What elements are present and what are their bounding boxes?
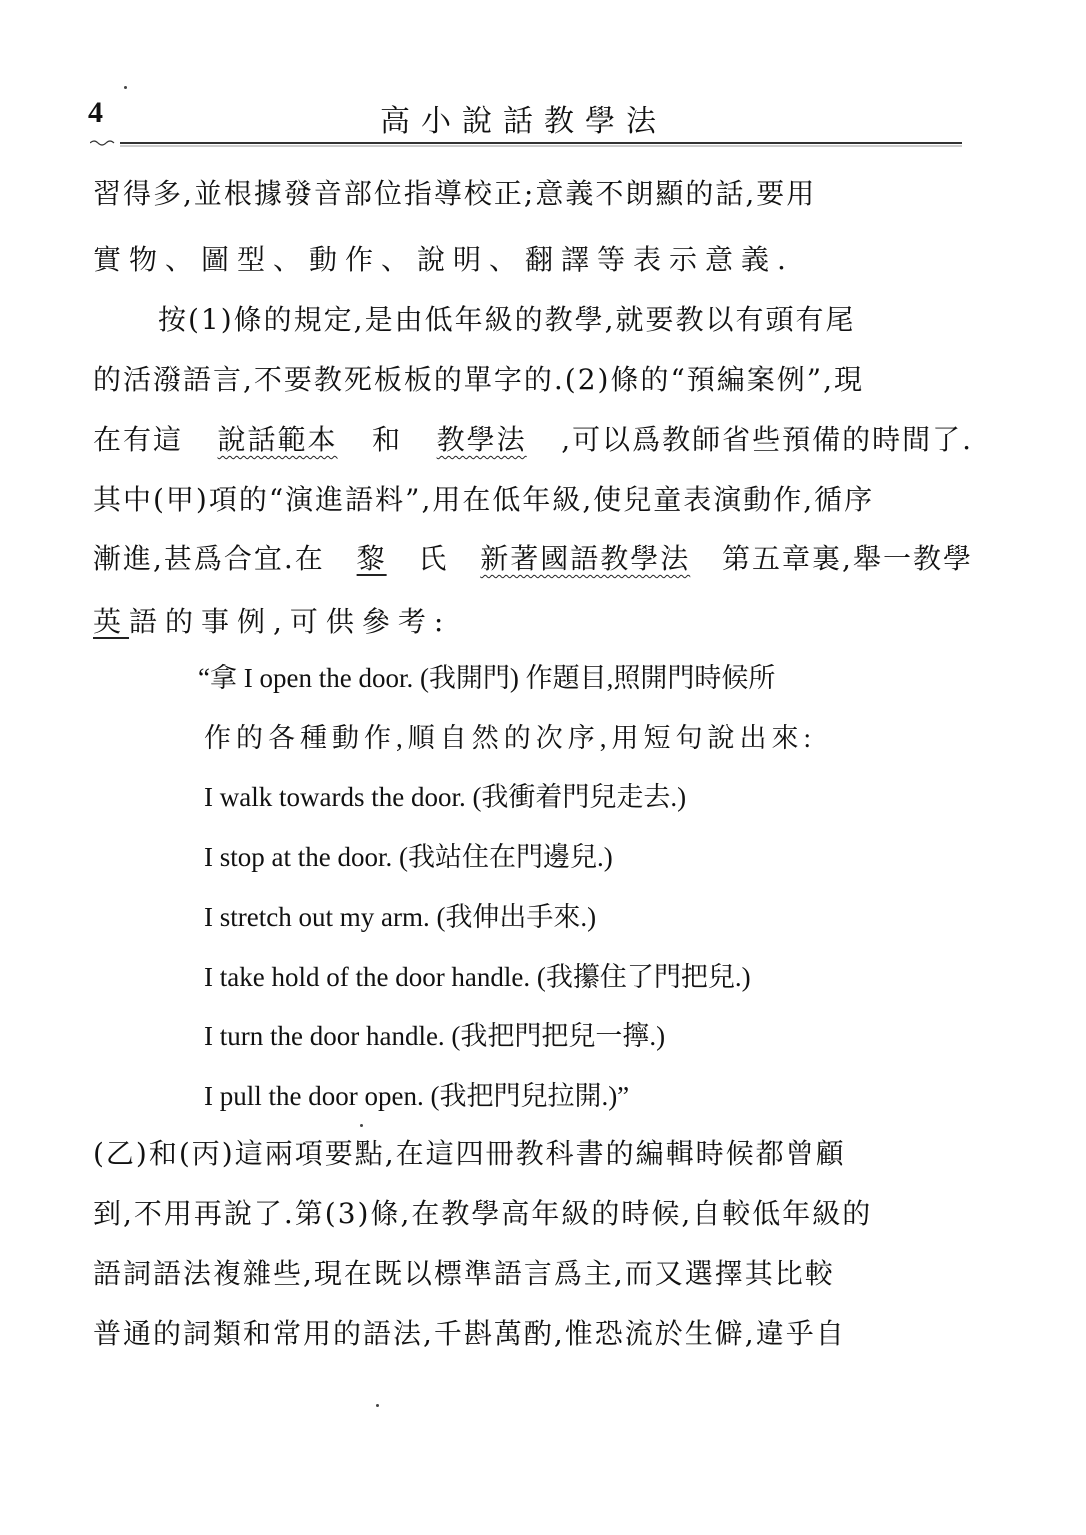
text-line: 語詞語法複雜些,現在既以標準語言爲主,而又選擇其比較 [93,1257,835,1290]
text-line: 普通的詞類和常用的語法,千斟萬酌,惟恐流於生僻,違乎自 [93,1317,846,1350]
proper-name-mark: 英 [93,605,130,638]
text-line [93,422,973,458]
text-line: (乙)和(丙)這兩項要點,在這四冊教科書的編輯時候都曾顧 [93,1137,846,1170]
text-line: 到,不用再說了.第(3)條,在教學高年級的時候,自較低年級的 [93,1197,873,1230]
print-speck [376,1404,379,1407]
page-number: 4 [88,96,103,129]
text-line [93,604,973,640]
text-segment: 語的事例,可供參考: [129,605,452,638]
book-title-mark: 新著國語教學法 [480,542,691,575]
quote-sentence: I stop at the door. (我站住在門邊兒.) [204,842,613,872]
text-line: 習得多,並根據發音部位指導校正;意義不朗顯的話,要用 [93,177,817,210]
running-title: 高小說話教學法 [380,104,667,139]
text-line: 其中(甲)項的“演進語料”,用在低年級,使兒童表演動作,循序 [93,483,875,516]
quote-sentence: I take hold of the door handle. (我攥住了門把兒.) [204,962,751,992]
text-line: 實物、圖型、動作、說明、翻譯等表示意義. [93,243,794,276]
text-segment: 第五章裏,舉一教學 [722,542,973,575]
text-segment: ,可以爲教師省些預備的時間了. [561,423,973,456]
quote-line: 作的各種動作,順自然的次序,用短句說出來: [204,723,817,753]
quote-sentence: I walk towards the door. (我衝着門兒走去.) [204,782,687,812]
header-rule [90,137,962,149]
text-segment: 漸進,甚爲合宜.在 [93,542,325,575]
text-line: 的活潑語言,不要教死板板的單字的.(2)條的“預編案例”,現 [93,363,864,396]
text-segment: 和 [372,423,403,456]
print-speck [124,86,127,89]
book-title-mark: 教學法 [436,423,527,456]
quote-sentence: I pull the door open. (我把門兒拉開.)” [204,1081,630,1111]
print-speck [360,1124,363,1127]
text-line [93,541,973,577]
quote-sentence: I turn the door handle. (我把門把兒一擰.) [204,1021,666,1051]
quote-sentence: I stretch out my arm. (我伸出手來.) [204,902,597,932]
proper-name-mark: 黎 [356,542,387,575]
book-title-mark: 說話範本 [217,423,338,456]
text-line: 按(1)條的規定,是由低年級的教學,就要教以有頭有尾 [158,303,856,336]
text-segment: 在有這 [93,423,184,456]
text-segment: 氏 [418,542,449,575]
quote-line: “拿 I open the door. (我開門) 作題目,照開門時候所 [198,663,776,693]
